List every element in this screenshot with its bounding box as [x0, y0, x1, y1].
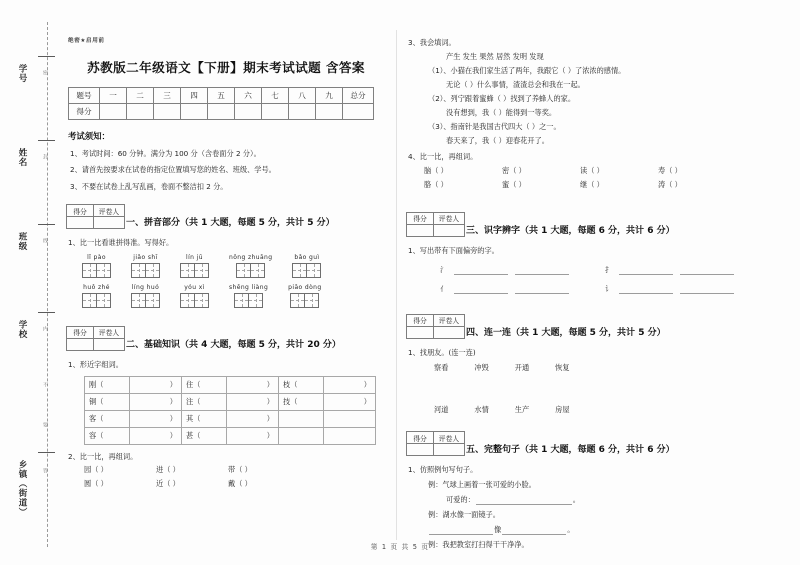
char-paren: ） [324, 393, 376, 410]
seal-tick [38, 140, 55, 141]
pinyin-group [131, 284, 160, 308]
match-word[interactable]: 房屋 [555, 405, 570, 415]
score-col-5: 五 [208, 88, 235, 104]
radical-speech-icon: 讠 [605, 284, 612, 293]
table-row [67, 205, 125, 217]
section-one-question-1: 1、比一比看谁拼得准。写得好。 [68, 238, 174, 248]
grade-marker-input[interactable] [94, 338, 125, 350]
score-col-1: 一 [100, 88, 127, 104]
pinyin-row-2 [82, 284, 386, 308]
radical-answer-blank[interactable] [515, 285, 569, 294]
radical-row-1 [440, 265, 736, 275]
score-input-cell[interactable] [100, 104, 127, 120]
table-row [69, 88, 374, 104]
score-input-cell[interactable] [127, 104, 154, 120]
pinyin-text: lǐ pào [87, 253, 106, 261]
left-column [66, 30, 386, 489]
score-col-8: 八 [289, 88, 316, 104]
match-word[interactable]: 生产 [514, 405, 530, 415]
char-cell[interactable]: 容（ [85, 427, 130, 444]
similar-char-table [84, 376, 376, 445]
tianzige-box[interactable] [180, 263, 209, 278]
grade-box-section-three [406, 212, 465, 237]
example-prompt-label: 可爱的： [446, 495, 475, 505]
word-pair-item[interactable]: 读（ ） [580, 165, 604, 175]
section-two-body [66, 360, 386, 489]
exam-notice-item-3: 3、不要在试卷上乱写乱画，卷面不整洁扣 2 分。 [70, 181, 228, 191]
section-two-question-2: 2、比一比，再组词。 [68, 451, 138, 461]
word-pair-item[interactable]: 继（ ） [580, 179, 604, 189]
match-top-row [434, 363, 736, 373]
section-two-question-1: 1、形近字组词。 [68, 359, 123, 369]
seal-micro-note-7: 答 [42, 468, 48, 474]
table-row [69, 104, 374, 120]
section-three-question: 1、写出带有下面偏旁的字。 [408, 245, 499, 255]
grade-score-label: 得分 [67, 326, 94, 338]
radical-answer-blank[interactable] [619, 285, 673, 294]
char-paren: ） [130, 393, 182, 410]
exam-notice-title: 考试须知： [68, 131, 110, 141]
word-pair-row-3 [424, 166, 736, 176]
match-word[interactable]: 水情 [474, 405, 489, 415]
score-col-6: 六 [235, 88, 262, 104]
tianzige-box[interactable] [131, 263, 160, 278]
char-paren: ） [130, 427, 182, 444]
right-column [406, 30, 736, 550]
table-row [67, 338, 125, 350]
section-four [406, 314, 736, 416]
radical-group [605, 284, 734, 294]
example-sentence-2: 例：湖水像一面镜子。 [428, 510, 500, 520]
match-word[interactable]: 开通 [514, 363, 530, 373]
tianzige-box[interactable] [234, 293, 263, 308]
table-row [407, 432, 465, 444]
table-row [67, 217, 125, 229]
char-paren: ） [227, 410, 279, 427]
question-3-fill-4[interactable]: 没有想到，我（ ）能得到一等奖。 [446, 108, 557, 118]
char-paren: ） [227, 427, 279, 444]
char-cell[interactable]: 住（ [182, 376, 227, 393]
seal-micro-note-4: 内 [42, 326, 48, 332]
table-row [407, 326, 465, 338]
section-five-body [406, 465, 736, 550]
example-like-label: 像 [494, 525, 502, 535]
section-four-body [406, 348, 736, 416]
radical-hand-icon: 扌 [605, 265, 612, 274]
example-answer-2: 像 。 [428, 525, 736, 535]
score-col-4: 四 [181, 88, 208, 104]
char-cell-empty [324, 427, 376, 444]
grade-marker-label: 评卷人 [434, 212, 465, 224]
score-input-cell[interactable] [235, 104, 262, 120]
char-paren: ） [324, 376, 376, 393]
pinyin-group [180, 254, 209, 278]
radical-answer-blank[interactable] [454, 285, 508, 294]
word-pair-item[interactable]: 进（ ） [156, 465, 180, 475]
char-cell[interactable]: 铜（ [85, 393, 130, 410]
grade-marker-label: 评卷人 [434, 432, 465, 444]
section-four-heading: 四、连一连（共 1 大题，每题 5 分，共计 5 分） [466, 327, 666, 338]
section-one-body [66, 238, 386, 308]
word-pair-item[interactable]: 戴（ ） [228, 479, 252, 489]
answer-blank[interactable] [476, 497, 572, 505]
word-pair-item[interactable]: 密（ ） [502, 165, 526, 175]
pinyin-group [288, 284, 321, 308]
score-col-2: 二 [127, 88, 154, 104]
score-col-3: 三 [154, 88, 181, 104]
seal-label-township: 乡镇（街道） [17, 460, 27, 517]
page-footer: 第 1 页 共 5 页 [370, 543, 430, 551]
table-row [67, 326, 125, 338]
table-row [85, 410, 376, 427]
char-paren: ） [227, 376, 279, 393]
seal-micro-note-5: 不 [42, 382, 48, 388]
score-input-cell[interactable] [208, 104, 235, 120]
word-pair-item[interactable]: 近（ ） [156, 479, 180, 489]
char-cell[interactable]: 刚（ [85, 376, 130, 393]
seal-label-school: 学校 [17, 320, 27, 339]
seal-label-class: 班级 [17, 232, 27, 251]
score-input-cell-total[interactable] [343, 104, 374, 120]
match-line-area[interactable] [406, 373, 736, 399]
word-pair-item[interactable]: 寿（ ） [658, 165, 682, 175]
question-4-label: 4、比一比，再组词。 [408, 152, 478, 162]
grade-score-input[interactable] [407, 326, 434, 338]
table-row [85, 427, 376, 444]
tianzige-box[interactable] [82, 293, 111, 308]
grade-marker-input[interactable] [94, 217, 125, 229]
char-paren: ） [227, 393, 279, 410]
grade-score-input[interactable] [407, 224, 434, 236]
char-cell-empty [279, 427, 324, 444]
grade-score-input[interactable] [67, 217, 94, 229]
pinyin-text: huǒ zhé [83, 283, 110, 291]
grade-box-section-four [406, 314, 465, 339]
radical-group [440, 284, 569, 294]
table-row [407, 444, 465, 456]
score-input-cell[interactable] [181, 104, 208, 120]
section-three [406, 212, 736, 294]
char-cell[interactable]: 枝（ [279, 376, 324, 393]
seal-tick [38, 224, 55, 225]
grade-score-label: 得分 [407, 432, 434, 444]
grade-score-input[interactable] [407, 444, 434, 456]
score-col-total: 总分 [343, 88, 374, 104]
seal-tick [38, 56, 55, 57]
radical-person-icon: 亻 [440, 284, 447, 293]
seal-tick [38, 452, 55, 453]
pinyin-group [131, 254, 160, 278]
pinyin-row-1 [82, 254, 386, 278]
tianzige-box[interactable] [290, 293, 319, 308]
grade-score-label: 得分 [407, 314, 434, 326]
word-pair-item[interactable]: 圆（ ） [84, 479, 108, 489]
pinyin-text: nǒng zhuāng [229, 253, 273, 261]
radical-answer-blank[interactable] [454, 266, 508, 275]
word-pair-row-4 [424, 180, 736, 190]
section-four-question: 1、找朋友。(连一连) [408, 347, 476, 357]
grade-marker-input[interactable] [434, 224, 465, 236]
match-word[interactable]: 察看 [434, 363, 449, 373]
radical-group [440, 265, 569, 275]
char-paren: ） [130, 410, 182, 427]
pinyin-text: bǎo guì [294, 253, 320, 261]
pinyin-group [229, 254, 272, 278]
radical-water-icon: 氵 [440, 265, 447, 274]
question-3-word-bank: 产生 发生 果然 居然 发明 发现 [446, 51, 544, 61]
answer-blank[interactable] [429, 527, 493, 535]
radical-answer-blank[interactable] [680, 266, 734, 275]
question-3-fill-5[interactable]: （3）、指南针是我国古代四大（ ）之一。 [428, 122, 561, 132]
char-cell[interactable]: 客（ [85, 410, 130, 427]
word-pair-item[interactable]: 涛（ ） [658, 179, 682, 189]
pinyin-text: líng huó [131, 283, 160, 291]
word-pair-row-2 [84, 479, 386, 489]
pinyin-group [180, 284, 209, 308]
score-input-cell[interactable] [262, 104, 289, 120]
question-3-fill-3[interactable]: （2）、列宁跟着蜜蜂（ ）找到了养蜂人的家。 [428, 93, 576, 103]
grade-marker-label: 评卷人 [434, 314, 465, 326]
section-one-heading: 一、拼音部分（共 1 大题，每题 5 分，共计 5 分） [126, 218, 335, 229]
section-two [66, 326, 386, 489]
grade-box-section-two [66, 326, 125, 351]
sealing-line-strip [14, 22, 64, 547]
pinyin-text: yóu xì [184, 283, 205, 291]
grade-box-section-one [66, 204, 125, 229]
grade-marker-label: 评卷人 [94, 205, 125, 217]
score-table-score-label: 得分 [69, 104, 100, 120]
seal-label-name: 姓名 [17, 148, 27, 167]
pinyin-text: jiǎo shī [133, 253, 158, 261]
char-cell-empty [324, 410, 376, 427]
table-row [85, 376, 376, 393]
radical-row-2 [440, 284, 736, 294]
word-pair-item[interactable]: 带（ ） [228, 465, 252, 475]
score-input-cell[interactable] [316, 104, 343, 120]
score-summary-table [68, 87, 374, 120]
grade-marker-input[interactable] [434, 326, 465, 338]
seal-micro-note-2: 封 [42, 154, 48, 160]
section-five-question: 1、仿照例句写句子。 [408, 465, 478, 475]
tianzige-box[interactable] [236, 263, 265, 278]
match-word[interactable]: 恢复 [555, 363, 570, 373]
match-word[interactable]: 冲毁 [474, 363, 489, 373]
pinyin-group [229, 284, 268, 308]
section-two-heading: 二、基础知识（共 4 大题，每题 5 分，共计 20 分） [126, 339, 341, 350]
table-row [407, 314, 465, 326]
table-row [407, 212, 465, 224]
exam-notice-item-2: 2、请首先按要求在试卷的指定位置填写您的姓名、班级、学号。 [70, 165, 276, 175]
match-bottom-row [434, 405, 736, 415]
char-cell-empty [279, 410, 324, 427]
seal-micro-note-3: 线 [42, 238, 48, 244]
tianzige-box[interactable] [180, 293, 209, 308]
seal-label-student-id: 学号 [17, 64, 27, 83]
char-paren: ） [130, 376, 182, 393]
table-row [407, 224, 465, 236]
char-cell[interactable]: 其（ [182, 410, 227, 427]
example-sentence-3: 例：我把教室打扫得干干净净。 [428, 540, 529, 550]
radical-answer-blank[interactable] [515, 266, 569, 275]
table-row [85, 393, 376, 410]
word-pair-row-1 [84, 465, 386, 475]
section-five-heading: 五、完整句子（共 1 大题，每题 6 分，共计 6 分） [466, 445, 675, 456]
section-three-body [406, 246, 736, 294]
secret-notice: 绝密★启用前 [68, 38, 105, 44]
char-cell[interactable]: 甚（ [182, 427, 227, 444]
pinyin-group [82, 254, 111, 278]
grade-score-label: 得分 [407, 212, 434, 224]
grade-box-section-five [406, 431, 465, 456]
grade-score-label: 得分 [67, 205, 94, 217]
grade-score-input[interactable] [67, 338, 94, 350]
pinyin-text: piāo dòng [288, 283, 322, 291]
tianzige-box[interactable] [82, 263, 111, 278]
answer-blank[interactable] [502, 527, 566, 535]
radical-answer-blank[interactable] [680, 285, 734, 294]
word-pair-item[interactable]: 园（ ） [84, 465, 108, 475]
pinyin-group [82, 284, 111, 308]
word-pair-item[interactable]: 脑（ ） [424, 165, 448, 175]
pinyin-group [292, 254, 321, 278]
score-table-row-label: 题号 [69, 88, 100, 104]
word-pair-item[interactable]: 蜜（ ） [502, 179, 526, 189]
char-cell[interactable]: 技（ [279, 393, 324, 410]
tianzige-box[interactable] [292, 263, 321, 278]
section-five [406, 431, 736, 550]
word-pair-item[interactable]: 胳（ ） [424, 179, 448, 189]
tianzige-box[interactable] [131, 293, 160, 308]
score-input-cell[interactable] [289, 104, 316, 120]
example-answer-1: 可爱的： 。 [446, 495, 580, 505]
score-col-9: 九 [316, 88, 343, 104]
section-three-heading: 三、识字辨字（共 1 大题，每题 6 分，共计 6 分） [466, 225, 675, 236]
seal-micro-note-6: 要 [42, 422, 48, 428]
question-3-fill-2[interactable]: 无论（ ）什么事情，渣渣总会和我在一起。 [446, 79, 585, 89]
question-3-fill-1[interactable]: （1）、小猫在我们家生活了两年，我跟它（ ）了浓浓的感情。 [428, 65, 626, 75]
page-title: 苏教版二年级语文【下册】期末考试试题 含答案 [87, 60, 365, 75]
seal-tick [38, 312, 55, 313]
section-one [66, 204, 386, 308]
char-cell[interactable]: 注（ [182, 393, 227, 410]
question-3-label: 3、我会填词。 [408, 38, 456, 47]
grade-marker-input[interactable] [434, 444, 465, 456]
seal-micro-note-1: 密 [42, 70, 48, 76]
pinyin-text: lín jū [186, 253, 203, 261]
example-sentence-1: 例：气球上画着一张可爱的小脸。 [428, 480, 536, 490]
score-col-7: 七 [262, 88, 289, 104]
radical-answer-blank[interactable] [619, 266, 673, 275]
pinyin-text: shēng liàng [229, 283, 269, 291]
exam-notice-item-1: 1、考试时间：60 分钟。满分为 100 分（含卷面分 2 分）。 [70, 149, 261, 158]
radical-group [605, 265, 734, 275]
column-divider [396, 30, 397, 540]
question-3-fill-6[interactable]: 春天来了，我（ ）迎春花开了。 [446, 136, 549, 146]
match-word[interactable]: 河道 [434, 405, 449, 415]
grade-marker-label: 评卷人 [94, 326, 125, 338]
score-input-cell[interactable] [154, 104, 181, 120]
